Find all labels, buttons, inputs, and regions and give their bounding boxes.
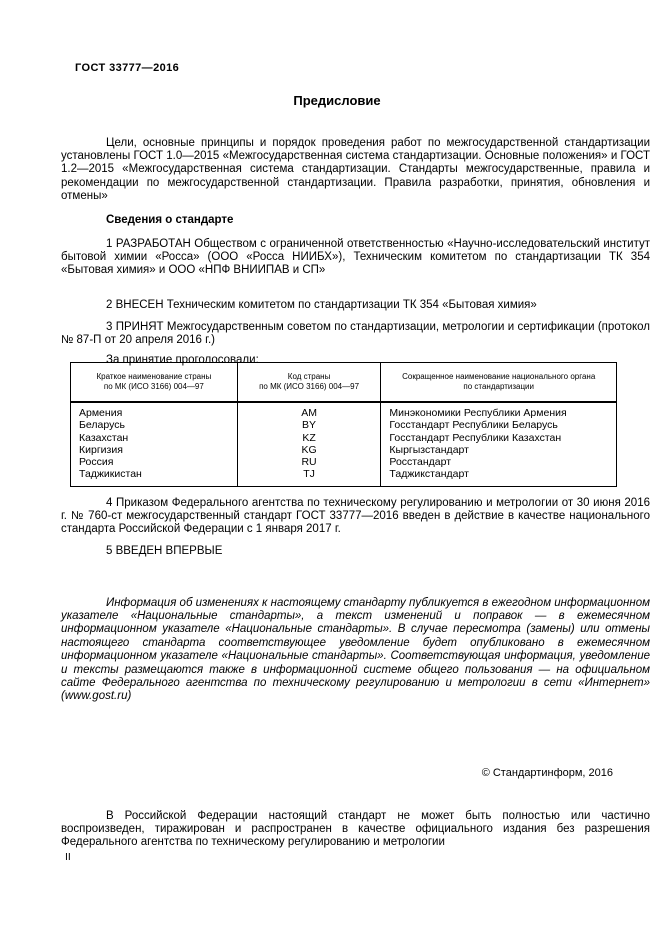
code-cell: KG [237, 444, 381, 456]
header-national-body: Сокращенное наименование национального органа по стандартизации [381, 363, 617, 403]
publication-note: Информация об изменениях к настоящему стандарту публикуется в ежегодном информационном указателе «Национальные стандарты», а текст изменений и поправок — в ежемесячном информационном указателе «Национальные стандарты». В случае пересмотра (замены) или отмены настоящего стандарта соответствующее уведомление будет опубликовано в ежемесячном информационном указателе «Национальные стандарты». Соответствующая информация, уведомление и тексты размещаются также в информационной системе общего пользования — на официальном сайте Федерального агентства по техническому регулированию и метрологии в сети «Интернет» (www.gost.ru) [61, 596, 650, 703]
org-cell: Росстандарт [381, 456, 617, 468]
item-3-adopted: 3 ПРИНЯТ Межгосударственным советом по стандартизации, метрологии и сертификации (протокол № 87-П от 20 апреля 2016 г.) [61, 320, 650, 346]
org-cell: Госстандарт Республики Беларусь [381, 419, 617, 431]
vote-table-header-row [71, 363, 617, 403]
table-row [71, 468, 617, 486]
vote-table [70, 362, 617, 487]
org-cell: Кыргызстандарт [381, 444, 617, 456]
code-cell: TJ [237, 468, 381, 486]
reproduction-restriction: В Российской Федерации настоящий стандарт не может быть полностью или частично воспроизведен, тиражирован и распространен в качестве официального издания без разрешения Федерального агентства по техническому регулированию и метрологии [61, 809, 650, 849]
code-cell: KZ [237, 432, 381, 444]
country-cell: Киргизия [79, 443, 123, 456]
code-cell: AM [237, 402, 381, 419]
table-row [71, 419, 617, 431]
org-cell: Госстандарт Республики Казахстан [381, 432, 617, 444]
header-country-code: Код страны по МК (ИСО 3166) 004—97 [237, 363, 381, 403]
page-number: II [65, 851, 71, 863]
page-title: Предисловие [293, 93, 381, 108]
item-5-first-introduced: 5 ВВЕДЕН ВПЕРВЫЕ [106, 544, 223, 557]
country-cell: Армения [79, 407, 123, 419]
table-row [71, 444, 617, 456]
country-cell: Таджикистан [79, 468, 142, 481]
item-4-enacted: 4 Приказом Федерального агентства по техническому регулированию и метрологии от 30 июня 2016 г. № 760-ст межгосударственный стандарт ГОСТ 33777—2016 введен в действие в качестве национального стандарта Российской Федерации с 1 января 2017 г. [61, 496, 650, 536]
header-country: Краткое наименование страны по МК (ИСО 3166) 004—97 [71, 363, 238, 403]
country-cell: Беларусь [79, 419, 125, 432]
code-cell: BY [237, 419, 381, 431]
table-row [71, 432, 617, 444]
org-cell: Минэкономики Республики Армения [381, 402, 617, 419]
item-2-submitted: 2 ВНЕСЕН Техническим комитетом по стандартизации ТК 354 «Бытовая химия» [106, 298, 537, 311]
country-cell: Казахстан [79, 431, 129, 444]
intro-paragraph: Цели, основные принципы и порядок проведения работ по межгосударственной стандартизации установлены ГОСТ 1.0—2015 «Межгосударственная система стандартизации. Основные положения» и ГОСТ 1.2—2015 «Межгосударственная система стандартизации. Стандарты межгосударственные, правила и рекомендации по межгосударственной стандартизации. Правила разработки, принятия, обновления и отмены» [61, 136, 650, 203]
running-header-doc-code: ГОСТ 33777—2016 [75, 62, 180, 74]
code-cell: RU [237, 456, 381, 468]
item-1-developed: 1 РАЗРАБОТАН Обществом с ограниченной ответственностью «Научно-исследовательский институт бытовой химии «Росса» (ООО «Росса НИИБХ»), Техническим комитетом по стандартизации ТК 354 «Бытовая химия» и ООО «НПФ ВНИИПАВ и СП» [61, 237, 650, 277]
table-row [71, 402, 617, 419]
country-cell: Россия [79, 456, 114, 469]
vote-caption: За принятие проголосовали: [106, 353, 259, 366]
table-row [71, 456, 617, 468]
org-cell: Таджикстандарт [381, 468, 617, 486]
standard-info-heading: Сведения о стандарте [106, 213, 234, 226]
copyright-line: © Стандартинформ, 2016 [481, 767, 613, 779]
